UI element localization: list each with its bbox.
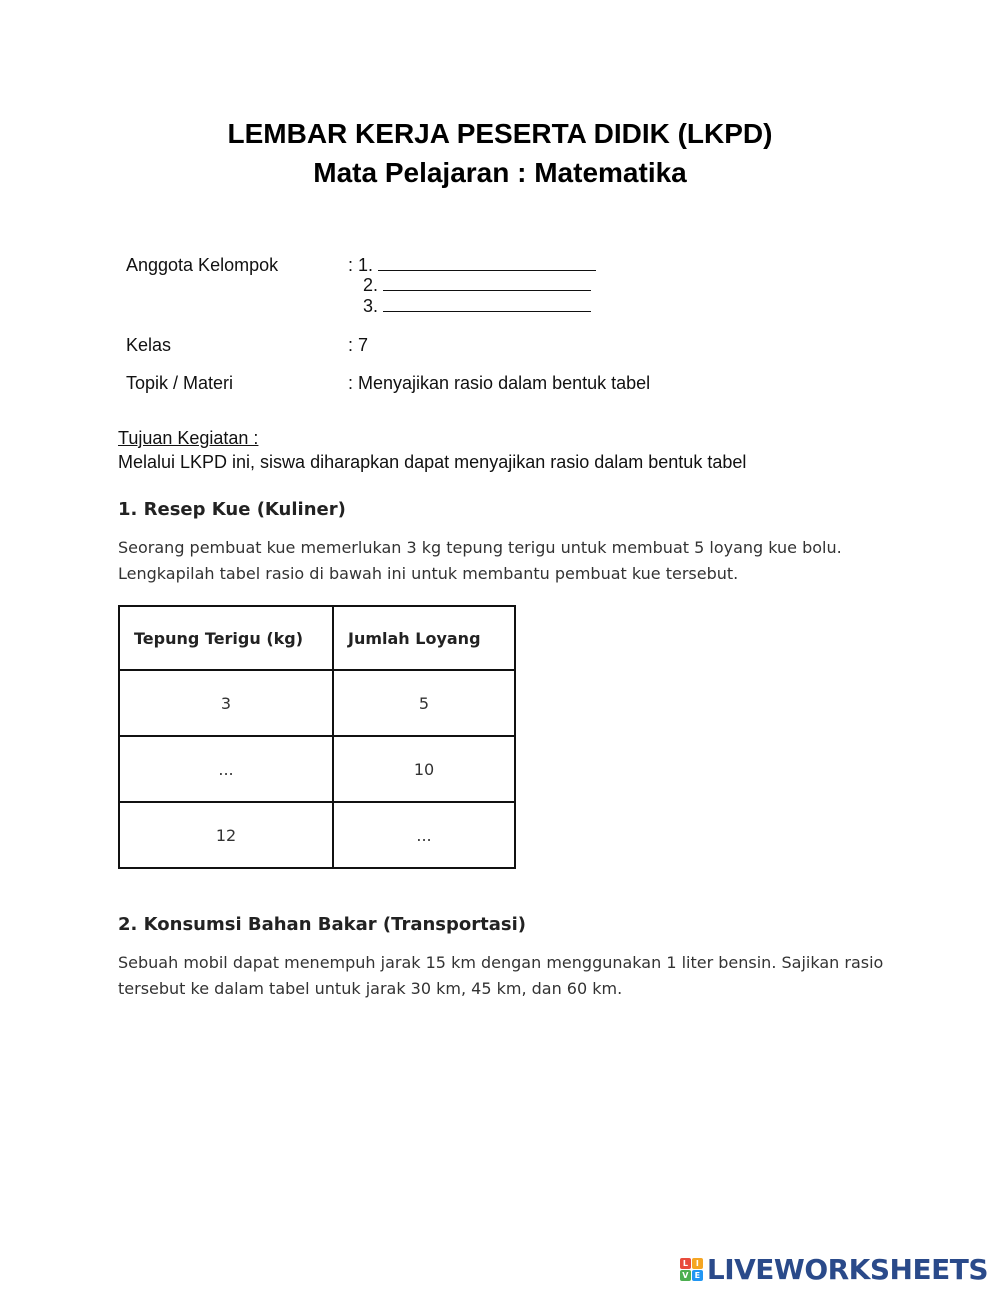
table-row xyxy=(119,736,515,802)
logo-tile: E xyxy=(692,1270,703,1281)
member-1-row xyxy=(348,255,596,276)
objective-text: Melalui LKPD ini, siswa diharapkan dapat menyajikan rasio dalam bentuk tabel xyxy=(118,452,747,472)
table-row xyxy=(119,670,515,736)
table-header-pans: Jumlah Loyang xyxy=(333,606,515,670)
objective-heading: Tujuan Kegiatan : xyxy=(118,428,259,448)
section-1-heading: 1. Resep Kue (Kuliner) xyxy=(118,499,346,520)
table-cell-answer[interactable]: ... xyxy=(119,736,333,802)
member-3-field[interactable] xyxy=(383,296,591,312)
member-1-field[interactable] xyxy=(378,255,596,271)
topic-label: Topik / Materi xyxy=(126,373,234,393)
section-2-line-2: tersebut ke dalam tabel untuk jarak 30 km, 45 km, dan 60 km. xyxy=(118,979,623,998)
member-1-number: : 1. xyxy=(348,255,374,275)
member-3-number: 3. xyxy=(363,296,379,316)
class-label: Kelas xyxy=(126,335,172,355)
table-header-row xyxy=(119,606,515,670)
section-2-line-1: Sebuah mobil dapat menempuh jarak 15 km dengan menggunakan 1 liter bensin. Sajikan rasio xyxy=(118,953,884,972)
section-1-line-2: Lengkapilah tabel rasio di bawah ini untuk membantu pembuat kue tersebut. xyxy=(118,564,739,583)
ratio-table xyxy=(118,605,516,869)
class-value: : 7 xyxy=(348,335,369,355)
member-2-number: 2. xyxy=(363,275,379,295)
table-cell: 12 xyxy=(119,802,333,868)
page-title: LEMBAR KERJA PESERTA DIDIK (LKPD) xyxy=(227,118,773,149)
logo-tile: V xyxy=(680,1270,691,1281)
liveworksheets-logo[interactable] xyxy=(680,1253,988,1286)
members-label: Anggota Kelompok xyxy=(126,255,279,275)
section-2-heading: 2. Konsumsi Bahan Bakar (Transportasi) xyxy=(118,914,526,935)
table-cell: 10 xyxy=(333,736,515,802)
table-cell-answer[interactable]: ... xyxy=(333,802,515,868)
table-cell: 3 xyxy=(119,670,333,736)
logo-text: LIVEWORKSHEETS xyxy=(706,1253,988,1286)
table-header-flour: Tepung Terigu (kg) xyxy=(119,606,333,670)
table-cell: 5 xyxy=(333,670,515,736)
logo-tile: I xyxy=(692,1258,703,1269)
logo-tile: L xyxy=(680,1258,691,1269)
logo-mark-icon xyxy=(680,1258,703,1281)
table-row xyxy=(119,802,515,868)
member-2-row xyxy=(363,275,591,296)
topic-value: : Menyajikan rasio dalam bentuk tabel xyxy=(348,373,651,393)
section-1-line-1: Seorang pembuat kue memerlukan 3 kg tepung terigu untuk membuat 5 loyang kue bolu. xyxy=(118,538,842,557)
member-2-field[interactable] xyxy=(383,275,591,291)
page-subtitle: Mata Pelajaran : Matematika xyxy=(313,157,687,188)
member-3-row xyxy=(363,296,591,317)
